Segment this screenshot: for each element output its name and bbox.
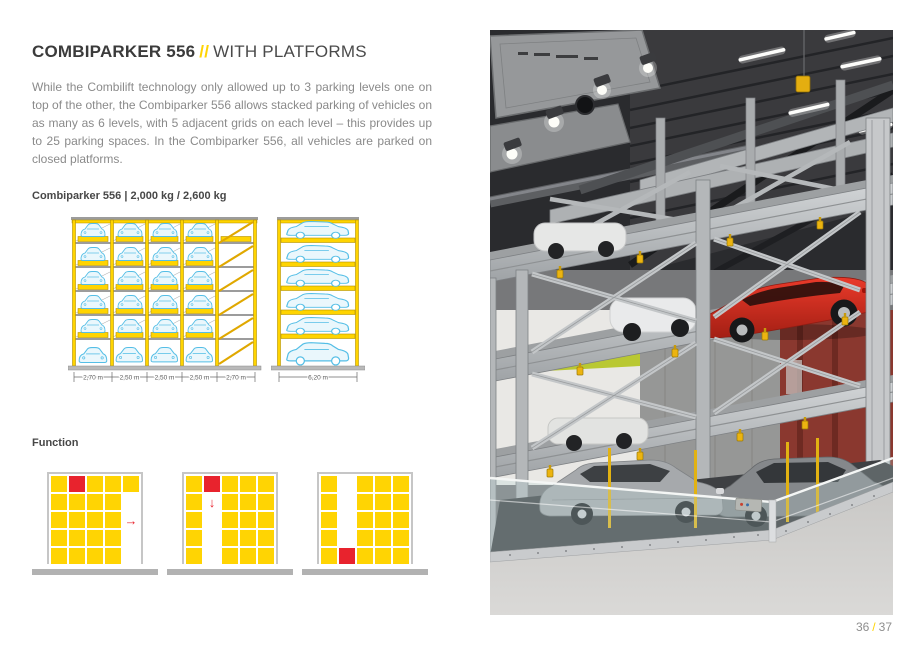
parking-slot-occupied	[222, 512, 238, 528]
parking-slot-occupied	[375, 530, 391, 546]
parking-slot-occupied	[375, 548, 391, 564]
control-panel	[735, 498, 762, 512]
parking-slot-empty	[123, 494, 139, 510]
parking-slot-occupied	[393, 548, 409, 564]
parking-slot-occupied	[69, 494, 85, 510]
parking-slot-empty	[123, 530, 139, 546]
parking-slot-occupied	[357, 548, 373, 564]
parking-slot-occupied	[105, 512, 121, 528]
parking-slot-occupied	[105, 548, 121, 564]
ground-bar	[302, 569, 428, 575]
page-title-regular: WITH PLATFORMS	[213, 42, 367, 61]
parking-slot-occupied	[87, 512, 103, 528]
parking-slot-occupied	[258, 494, 274, 510]
parking-slot-occupied	[69, 548, 85, 564]
parking-slot-occupied	[51, 476, 67, 492]
parking-slot-occupied	[321, 548, 337, 564]
parking-slot-occupied	[375, 476, 391, 492]
parking-slot-occupied	[393, 476, 409, 492]
parking-slot-occupied	[357, 476, 373, 492]
stacked-side-car-icons	[287, 222, 349, 365]
parking-slot-occupied	[186, 512, 202, 528]
combiparker-showroom-photo	[490, 30, 893, 615]
dimension-line-front	[74, 372, 255, 382]
intro-paragraph: While the Combilift technology only allowed up to 3 parking levels one on top of the other, the Combiparker 556 allows stacked parking of vehicles on as many as 6 levels, with 5 adjacent grids on each level – this provides up to 25 parking spaces. In the Combiparker 556, all vehicles are parked on closed platforms.	[32, 80, 432, 166]
parking-slot-occupied	[51, 548, 67, 564]
parking-slot-empty	[339, 494, 355, 510]
parking-grid	[47, 472, 143, 564]
page-number-right: 37	[878, 620, 892, 634]
parking-grid	[317, 472, 413, 564]
dimension-label: 2,70 m	[83, 374, 103, 382]
parking-slot-occupied	[393, 512, 409, 528]
parking-slot-occupied	[321, 530, 337, 546]
parking-slot-occupied	[69, 512, 85, 528]
parking-slot-occupied	[258, 476, 274, 492]
parking-slot-occupied	[105, 476, 121, 492]
parking-slot-occupied	[186, 494, 202, 510]
parking-slot-occupied	[105, 494, 121, 510]
parking-slot-occupied	[123, 476, 139, 492]
parking-slot-occupied	[258, 548, 274, 564]
parking-slot-empty	[204, 530, 220, 546]
parking-structure-side	[271, 217, 365, 382]
platform-levels	[74, 224, 255, 341]
parking-slot-occupied	[375, 512, 391, 528]
parking-slot-occupied	[186, 548, 202, 564]
parking-slot-occupied	[186, 530, 202, 546]
dimension-label: 6,20 m	[308, 374, 328, 382]
function-step-1	[32, 472, 158, 575]
parking-slot-empty	[204, 512, 220, 528]
parking-slot-occupied	[186, 476, 202, 492]
parking-slot-vehicle-moving	[204, 476, 220, 492]
title-separator-slashes: //	[199, 42, 210, 61]
parking-slot-occupied	[393, 494, 409, 510]
parking-slot-occupied	[240, 476, 256, 492]
parking-slot-empty	[204, 548, 220, 564]
parking-slot-occupied	[87, 476, 103, 492]
page-number	[792, 620, 892, 634]
dimension-label: 2,50 m	[119, 374, 140, 382]
parking-slot-occupied	[240, 530, 256, 546]
page-number-left: 36	[855, 620, 870, 634]
parking-slot-occupied	[222, 530, 238, 546]
parking-slot-occupied	[51, 494, 67, 510]
parking-slot-empty	[339, 476, 355, 492]
front-view-diagram	[68, 214, 264, 391]
transfer-arrow-down-icon: ↓	[208, 494, 216, 510]
parking-slot-occupied	[87, 548, 103, 564]
parking-slot-occupied	[222, 494, 238, 510]
parking-slot-occupied	[357, 494, 373, 510]
parking-slot-occupied	[105, 530, 121, 546]
function-step-3	[302, 472, 428, 575]
dimension-line-side	[279, 372, 357, 382]
parking-slot-occupied	[321, 512, 337, 528]
parking-slot-occupied	[393, 530, 409, 546]
page-title-bold: COMBIPARKER 556	[32, 42, 196, 61]
parking-slot-occupied	[69, 530, 85, 546]
function-diagrams	[32, 472, 428, 575]
parking-slot-occupied	[240, 512, 256, 528]
parking-slot-empty	[339, 530, 355, 546]
parking-slot-occupied	[87, 530, 103, 546]
parking-slot-occupied	[222, 548, 238, 564]
parking-slot-occupied	[321, 494, 337, 510]
page-number-separator: /	[872, 620, 876, 634]
function-step-2	[167, 472, 293, 575]
parking-slot-occupied	[51, 512, 67, 528]
side-view-diagram	[271, 214, 365, 391]
parking-slot-occupied	[321, 476, 337, 492]
parking-slot-vehicle-moving	[69, 476, 85, 492]
parking-slot-empty	[123, 548, 139, 564]
transfer-arrow-right-icon: →	[124, 512, 138, 528]
parking-slot-empty	[123, 512, 139, 528]
ground-bar	[32, 569, 158, 575]
ground-bar	[167, 569, 293, 575]
spec-caption: Combiparker 556 | 2,000 kg / 2,600 kg	[32, 190, 227, 202]
parking-slot-occupied	[357, 512, 373, 528]
parking-structure-front	[68, 217, 261, 382]
parking-slot-occupied	[258, 512, 274, 528]
parking-slot-occupied	[240, 548, 256, 564]
parking-slot-vehicle-moving	[339, 548, 355, 564]
dimension-label: 2,70 m	[226, 374, 246, 382]
parking-slot-occupied	[51, 530, 67, 546]
parking-slot-occupied	[357, 530, 373, 546]
parking-slot-empty	[339, 512, 355, 528]
parking-slot-occupied	[87, 494, 103, 510]
dimension-label: 2,50 m	[189, 374, 210, 382]
parking-slot-empty	[204, 494, 220, 510]
dimension-label: 2,50 m	[154, 374, 175, 382]
parking-slot-occupied	[258, 530, 274, 546]
parking-grid	[182, 472, 278, 564]
function-heading: Function	[32, 437, 79, 449]
parking-slot-occupied	[375, 494, 391, 510]
parking-slot-occupied	[240, 494, 256, 510]
parking-slot-occupied	[222, 476, 238, 492]
page-title	[32, 42, 367, 62]
